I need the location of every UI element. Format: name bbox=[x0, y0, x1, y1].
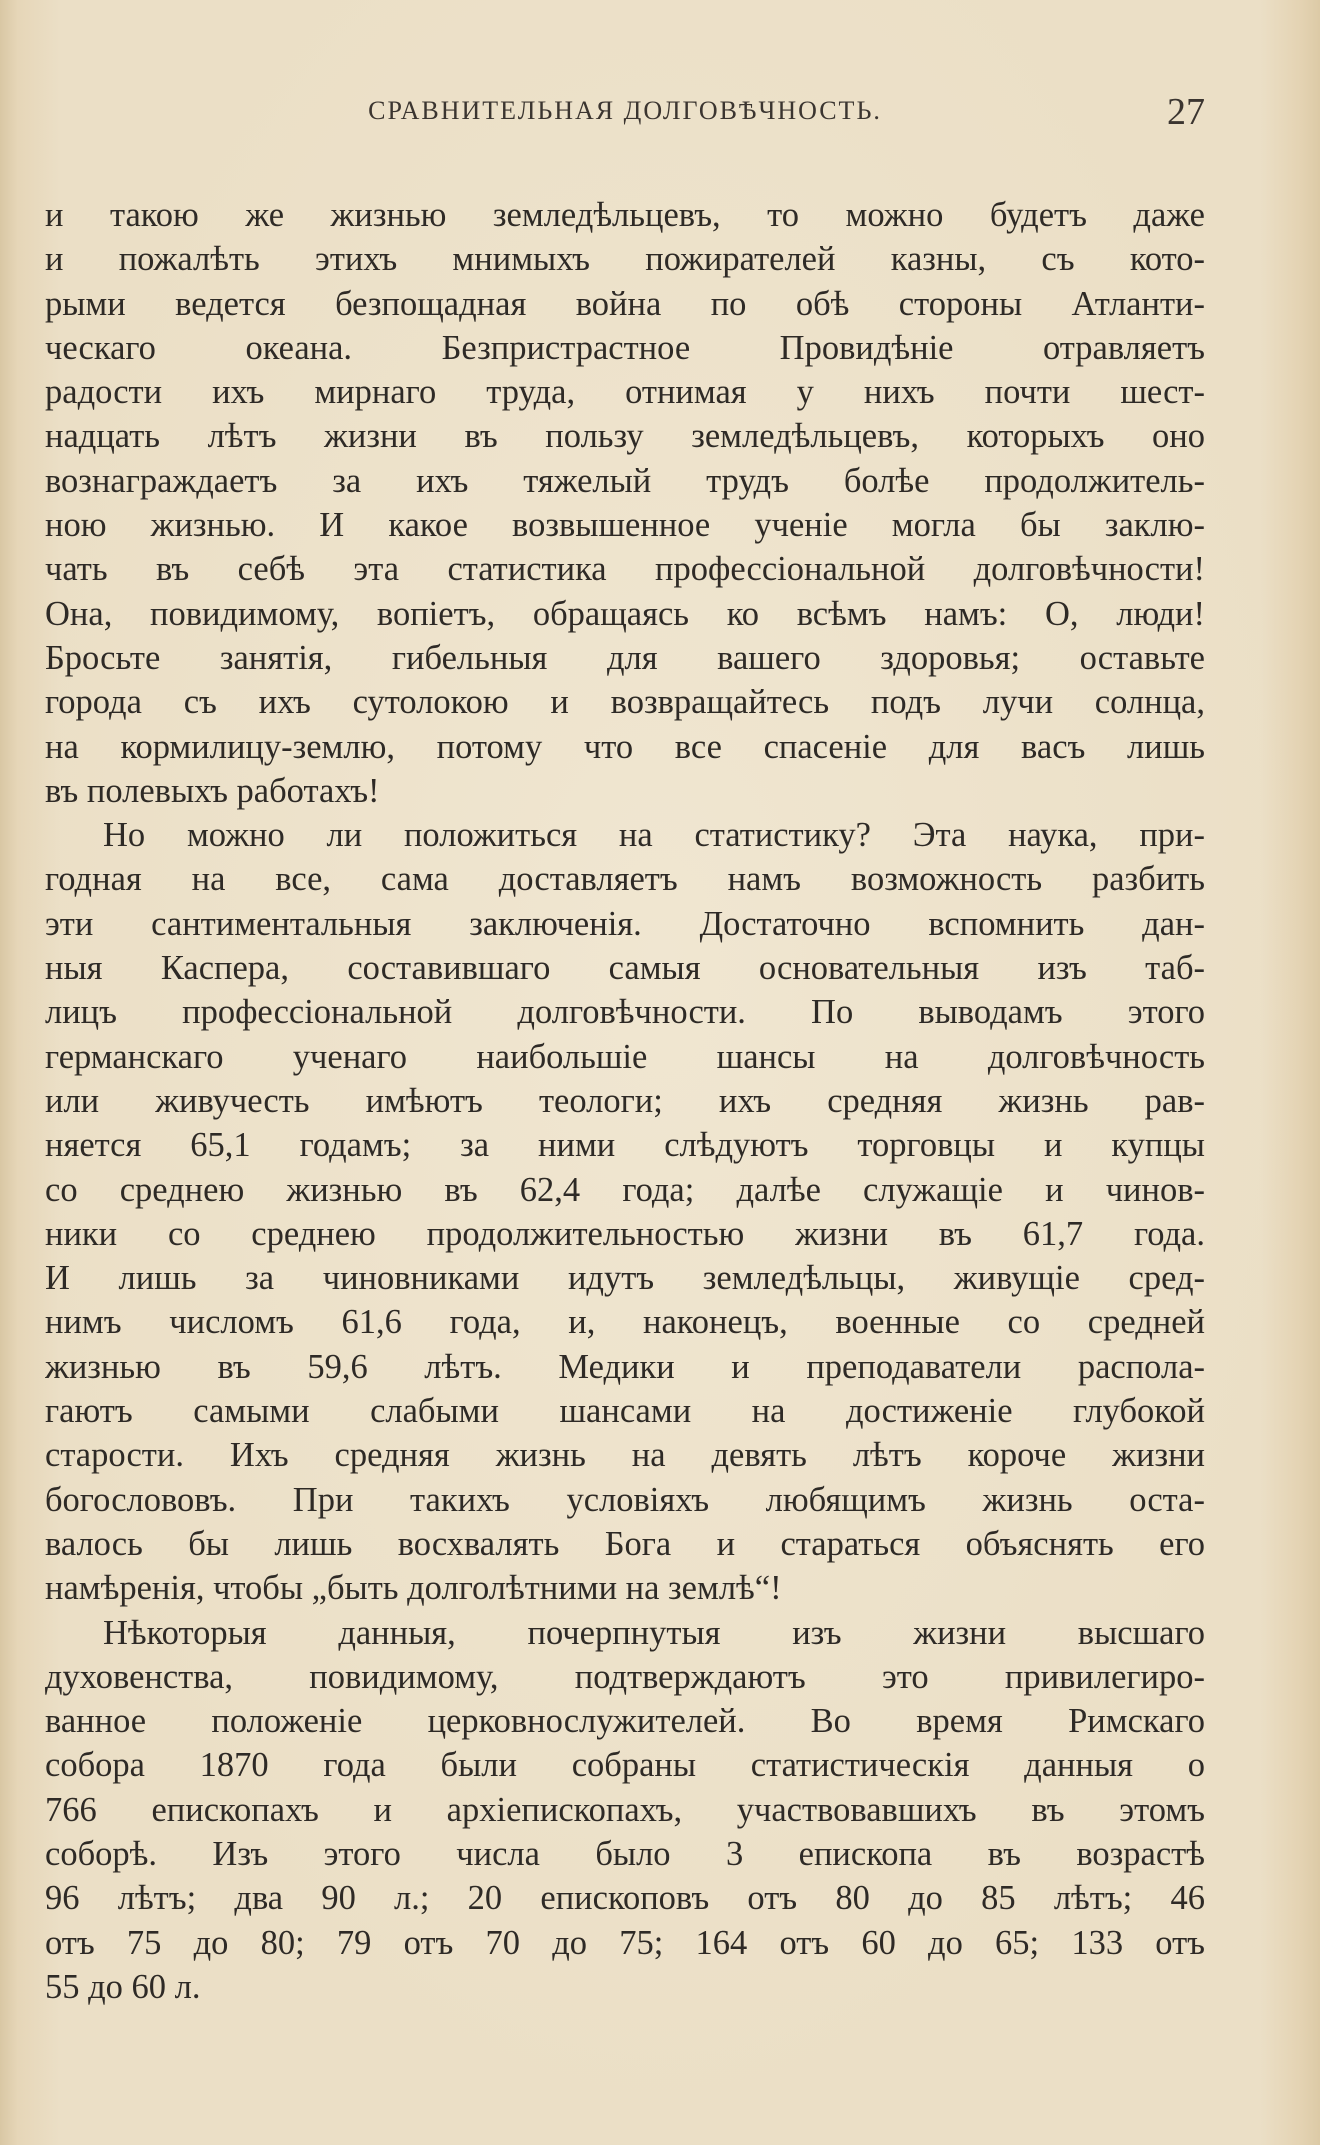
paragraph-end-line: намѣренія, чтобы „быть долголѣтними на землѣ“! bbox=[45, 1569, 782, 1608]
text-line: или живучесть имѣютъ теологи; ихъ средняя жизнь рав- bbox=[45, 1081, 1205, 1120]
text-line: нимъ числомъ 61,6 года, и, наконецъ, военные со средней bbox=[45, 1303, 1205, 1342]
body-text bbox=[45, 193, 1205, 2009]
text-line: Она, повидимому, вопіетъ, обращаясь ко всѣмъ намъ: О, люди! bbox=[45, 594, 1205, 633]
text-line: старости. Ихъ средняя жизнь на девять лѣтъ короче жизни bbox=[45, 1436, 1205, 1475]
page-number: 27 bbox=[1167, 91, 1205, 133]
text-line: гаютъ самыми слабыми шансами на достиженіе глубокой bbox=[45, 1392, 1205, 1431]
text-line: жизнью въ 59,6 лѣтъ. Медики и преподаватели распола- bbox=[45, 1347, 1205, 1386]
text-line: И лишь за чиновниками идутъ земледѣльцы, живущіе сред- bbox=[45, 1259, 1205, 1298]
paragraph-start-line: Нѣкоторыя данныя, почерпнутыя изъ жизни высшаго bbox=[103, 1613, 1205, 1652]
text-line: отъ 75 до 80; 79 отъ 70 до 75; 164 отъ 60 до 65; 133 отъ bbox=[45, 1923, 1205, 1962]
text-line: и пожалѣть этихъ мнимыхъ пожирателей казны, съ кото- bbox=[45, 240, 1205, 279]
text-line: германскаго ученаго наибольшіе шансы на долговѣчность bbox=[45, 1037, 1205, 1076]
running-head: СРАВНИТЕЛЬНАЯ ДОЛГОВѢЧНОСТЬ. bbox=[368, 96, 882, 125]
text-line: валось бы лишь восхвалять Бога и стараться объяснять его bbox=[45, 1524, 1205, 1563]
text-line: со среднею жизнью въ 62,4 года; далѣе служащіе и чинов- bbox=[45, 1170, 1205, 1209]
text-line: ною жизнью. И какое возвышенное ученіе могла бы заклю- bbox=[45, 506, 1205, 545]
text-line: надцать лѣтъ жизни въ пользу земледѣльцевъ, которыхъ оно bbox=[45, 417, 1205, 456]
text-line: няется 65,1 годамъ; за ними слѣдуютъ торговцы и купцы bbox=[45, 1126, 1205, 1165]
text-line: годная на все, сама доставляетъ намъ возможность разбить bbox=[45, 860, 1205, 899]
text-line: 766 епископахъ и архіепископахъ, участвовавшихъ въ этомъ bbox=[45, 1790, 1205, 1829]
text-line: радости ихъ мирнаго труда, отнимая у нихъ почти шест- bbox=[45, 373, 1205, 412]
text-line: лицъ профессіональной долговѣчности. По выводамъ этого bbox=[45, 993, 1205, 1032]
text-line: вознаграждаетъ за ихъ тяжелый трудъ болѣе продолжитель- bbox=[45, 461, 1205, 500]
text-line: ческаго океана. Безпристрастное Провидѣніе отравляетъ bbox=[45, 328, 1205, 367]
text-line: ники со среднею продолжительностью жизни въ 61,7 года. bbox=[45, 1214, 1205, 1253]
text-line: ныя Каспера, составившаго самыя основательныя изъ таб- bbox=[45, 949, 1205, 988]
text-line: богослововъ. При такихъ условіяхъ любящимъ жизнь оста- bbox=[45, 1480, 1205, 1519]
paragraph-start-line: Но можно ли положиться на статистику? Эта наука, при- bbox=[103, 816, 1205, 855]
text-line: Бросьте занятія, гибельныя для вашего здоровья; оставьте bbox=[45, 638, 1205, 677]
paragraph-end-line: 55 до 60 л. bbox=[45, 1967, 201, 2006]
text-line: духовенства, повидимому, подтверждаютъ это привилегиро- bbox=[45, 1657, 1205, 1696]
text-line: города съ ихъ сутолокою и возвращайтесь подъ лучи солнца, bbox=[45, 683, 1205, 722]
text-line: соборѣ. Изъ этого числа было 3 епископа въ возрастѣ bbox=[45, 1834, 1205, 1873]
text-line: 96 лѣтъ; два 90 л.; 20 епископовъ отъ 80 до 85 лѣтъ; 46 bbox=[45, 1879, 1205, 1918]
text-line: на кормилицу-землю, потому что все спасеніе для васъ лишь bbox=[45, 727, 1205, 766]
text-line: собора 1870 года были собраны статистическія данныя о bbox=[45, 1746, 1205, 1785]
page-header bbox=[45, 91, 1205, 142]
paragraph-end-line: въ полевыхъ работахъ! bbox=[45, 771, 380, 810]
text-line: ванное положеніе церковнослужителей. Во время Римскаго bbox=[45, 1702, 1205, 1741]
text-line: рыми ведется безпощадная война по обѣ стороны Атланти- bbox=[45, 284, 1205, 323]
text-line: и такою же жизнью земледѣльцевъ, то можно будетъ даже bbox=[45, 196, 1205, 234]
text-line: эти сантиментальныя заключенія. Достаточно вспомнить дан- bbox=[45, 904, 1205, 943]
text-line: чать въ себѣ эта статистика профессіональной долговѣчности! bbox=[45, 550, 1205, 589]
